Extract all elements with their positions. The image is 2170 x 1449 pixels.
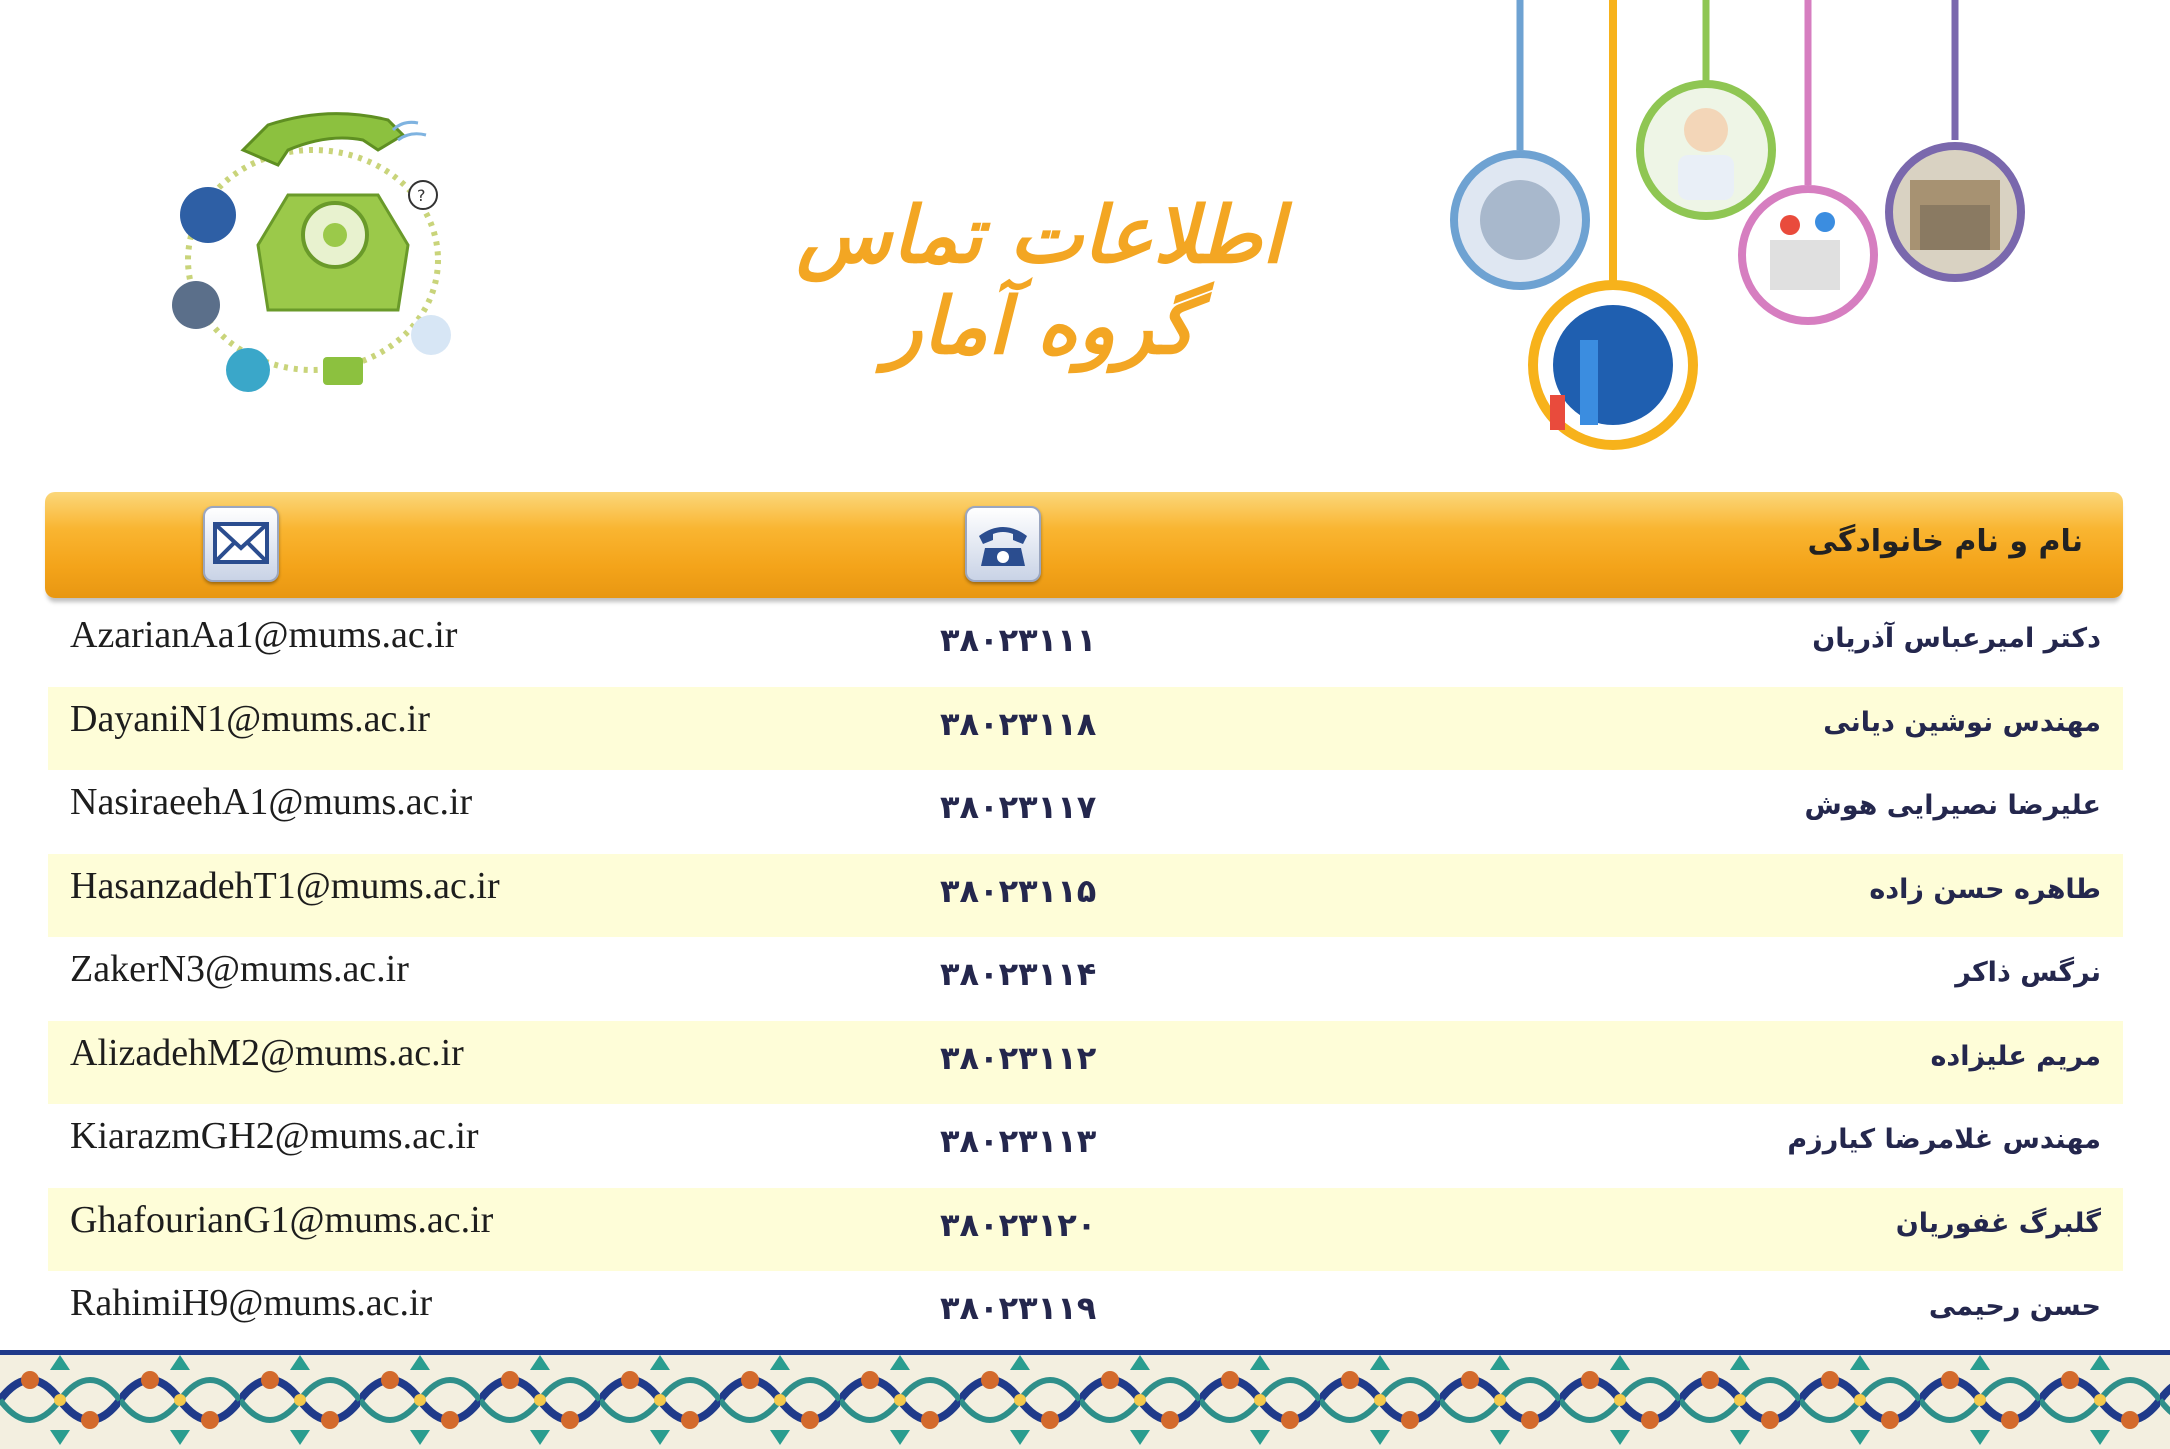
person-name: دکتر امیرعباس آذریان xyxy=(1812,623,2101,654)
person-name: مریم علیزاده xyxy=(1930,1040,2101,1072)
table-row xyxy=(48,937,2123,1021)
table-row xyxy=(48,1188,2123,1272)
email-link[interactable]: KiarazmGH2@mums.ac.ir xyxy=(70,1115,479,1157)
table-row xyxy=(48,687,2123,771)
table-row xyxy=(48,1271,2123,1355)
svg-text:?: ? xyxy=(417,186,426,205)
email-link[interactable]: ZakerN3@mums.ac.ir xyxy=(70,948,409,990)
phone-number: ۳۸۰۲۳۱۱۱ xyxy=(940,621,1097,659)
email-link[interactable]: AzarianAa1@mums.ac.ir xyxy=(70,614,458,656)
email-link[interactable]: DayaniN1@mums.ac.ir xyxy=(70,697,431,740)
phone-number: ۳۸۰۲۳۱۱۸ xyxy=(940,704,1097,743)
table-row xyxy=(48,1104,2123,1188)
email-link[interactable]: RahimiH9@mums.ac.ir xyxy=(70,1282,433,1324)
email-link[interactable]: HasanzadehT1@mums.ac.ir xyxy=(70,864,500,907)
phone-number: ۳۸۰۲۳۱۱۵ xyxy=(940,871,1097,910)
phone-number: ۳۸۰۲۳۱۱۲ xyxy=(940,1038,1097,1077)
hanging-icons-illustration xyxy=(1420,0,2040,470)
phone-number: ۳۸۰۲۳۱۱۳ xyxy=(940,1122,1097,1160)
ornamental-border xyxy=(0,1350,2170,1449)
phone-number: ۳۸۰۲۳۱۲۰ xyxy=(940,1205,1097,1244)
table-header xyxy=(45,492,2123,598)
contacts-table xyxy=(48,603,2123,1355)
phone-number: ۳۸۰۲۳۱۱۴ xyxy=(940,955,1097,993)
telephone-illustration xyxy=(148,95,468,415)
email-link[interactable]: AlizadehM2@mums.ac.ir xyxy=(70,1031,464,1074)
person-name: علیرضا نصیرایی هوش xyxy=(1804,790,2101,821)
person-name: گلبرگ غفوریان xyxy=(1895,1207,2101,1239)
person-name: طاهره حسن زاده xyxy=(1869,873,2101,905)
email-link[interactable]: GhafourianG1@mums.ac.ir xyxy=(70,1198,494,1241)
phone-number: ۳۸۰۲۳۱۱۹ xyxy=(940,1289,1097,1327)
email-link[interactable]: NasiraeehA1@mums.ac.ir xyxy=(70,781,473,823)
person-name: مهندس نوشین دیانی xyxy=(1823,706,2101,738)
table-row xyxy=(48,1021,2123,1105)
person-name: مهندس غلامرضا کیارزم xyxy=(1787,1124,2101,1155)
table-row xyxy=(48,854,2123,938)
person-name: حسن رحیمی xyxy=(1928,1291,2101,1322)
phone-number: ۳۸۰۲۳۱۱۷ xyxy=(940,788,1097,826)
table-row xyxy=(48,770,2123,854)
mail-icon xyxy=(203,506,279,582)
person-name: نرگس ذاکر xyxy=(1955,957,2101,988)
page-title: اطلاعات تماس گروه آمار xyxy=(796,190,1284,372)
phone-icon xyxy=(965,506,1041,582)
table-row xyxy=(48,603,2123,687)
header-name-label: نام و نام خانوادگی xyxy=(1807,524,2083,559)
